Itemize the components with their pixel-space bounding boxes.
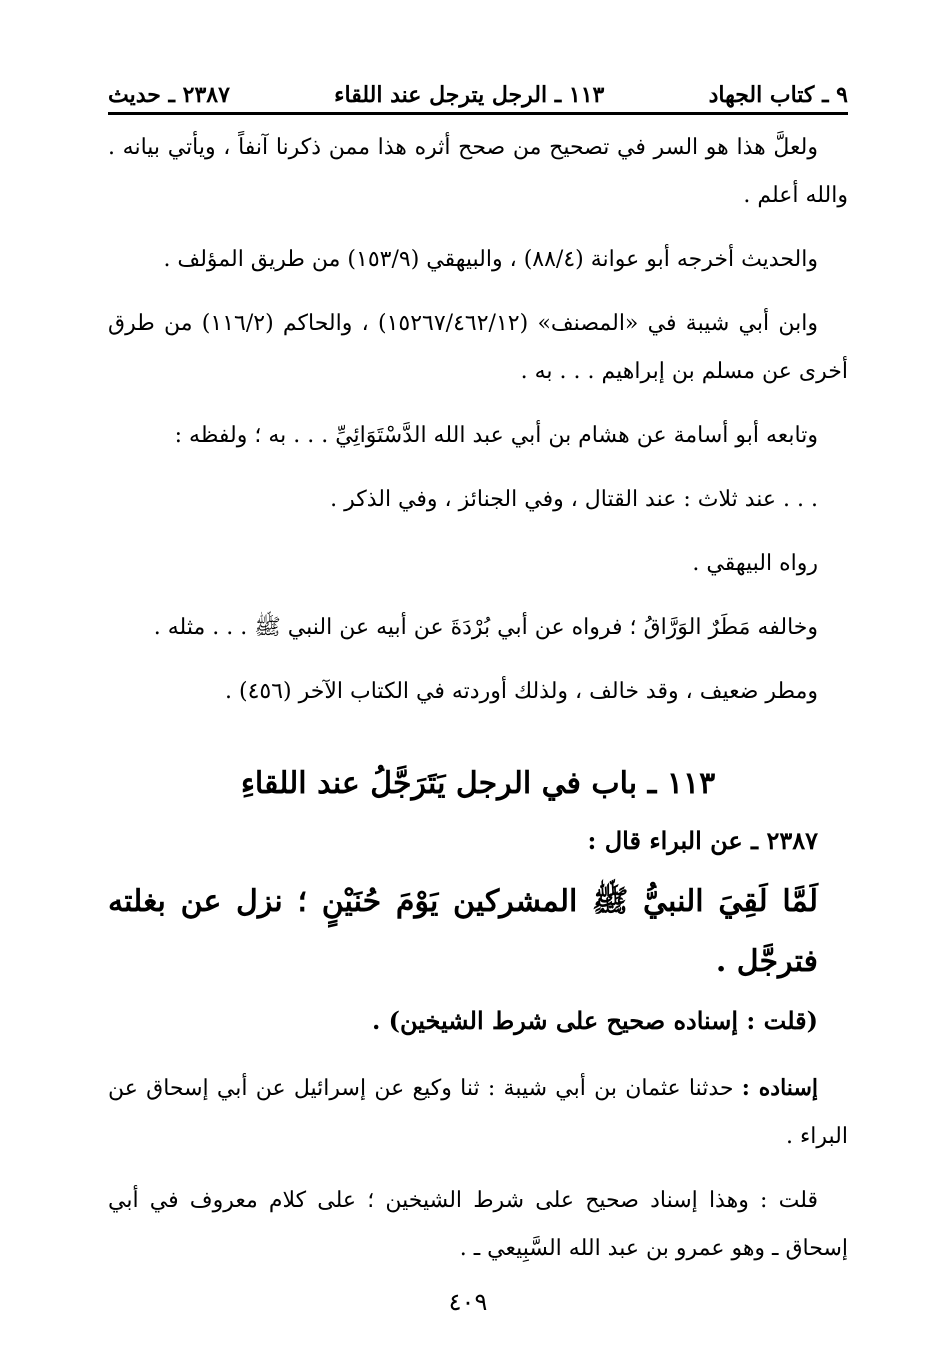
isnad-paragraph — [108, 1064, 848, 1161]
header-divider — [108, 112, 848, 115]
header-chapter-title: ١١٣ ـ الرجل يترجل عند اللقاء — [334, 82, 605, 108]
hadith-grading: (قلت : إسناده صحيح على شرط الشيخين) . — [371, 1006, 818, 1035]
chapter-heading: ١١٣ ـ باب في الرجل يَتَرَجَّلُ عند اللقاءِ — [240, 766, 716, 801]
comment-paragraph — [108, 1177, 848, 1273]
hadith-text: لَمَّا لَقِيَ النبيُّ ﷺ المشركين يَوْمَ حُنَيْنٍ ؛ نزل عن بغلته فترجَّل . — [108, 884, 818, 979]
paragraph: وخالفه مَطَرٌ الوَرَّاقُ ؛ فرواه عن أبي بُرْدَةَ عن أبيه عن النبي ﷺ . . . مثله . — [153, 615, 818, 640]
isnad-label: إسناده : — [741, 1075, 818, 1101]
paragraph: والحديث أخرجه أبو عوانة (٨٨/٤) ، والبيهقي (١٥٣/٩) من طريق المؤلف . — [163, 247, 818, 272]
header-book-title: ٩ ـ كتاب الجهاد — [708, 82, 848, 108]
page-body — [108, 124, 848, 1273]
quoted-wording: . . . عند ثلاث : عند القتال ، وفي الجنائز ، وفي الذكر . — [330, 487, 818, 512]
running-header — [108, 68, 848, 108]
isnad-text: حدثنا عثمان بن أبي شيبة : ثنا وكيع عن إسرائيل عن أبي إسحاق عن البراء . — [108, 1076, 848, 1149]
paragraph: وابن أبي شيبة في «المصنف» (١٥٢٦٧/٤٦٢/١٢) ، والحاكم (١١٦/٢) من طرق أخرى عن مسلم بن إبراهيم . . . به . — [108, 311, 848, 384]
page-number: ٤٠٩ — [448, 1288, 488, 1316]
paragraph: وتابعه أبو أسامة عن هشام بن أبي عبد الله الدَّسْتَوَائِيِّ . . . به ؛ ولفظه : — [174, 423, 818, 448]
paragraph: رواه البيهقي . — [692, 551, 818, 576]
comment-text: وهذا إسناد صحيح على شرط الشيخين ؛ على كلام معروف في أبي إسحاق ـ وهو عمرو بن عبد الله السَّبِيعي ـ . — [108, 1188, 848, 1261]
header-hadith-number: ٢٣٨٧ ـ حديث — [108, 82, 230, 108]
paragraph: ولعلَّ هذا هو السر في تصحيح من صحح أثره هذا ممن ذكرنا آنفاً ، ويأتي بيانه . والله أعلم . — [108, 135, 848, 208]
comment-label: قلت : — [760, 1188, 818, 1213]
paragraph: ومطر ضعيف ، وقد خالف ، ولذلك أوردته في الكتاب الآخر (٤٥٦) . — [225, 679, 818, 704]
hadith-intro: ٢٣٨٧ ـ عن البراء قال : — [587, 826, 818, 855]
